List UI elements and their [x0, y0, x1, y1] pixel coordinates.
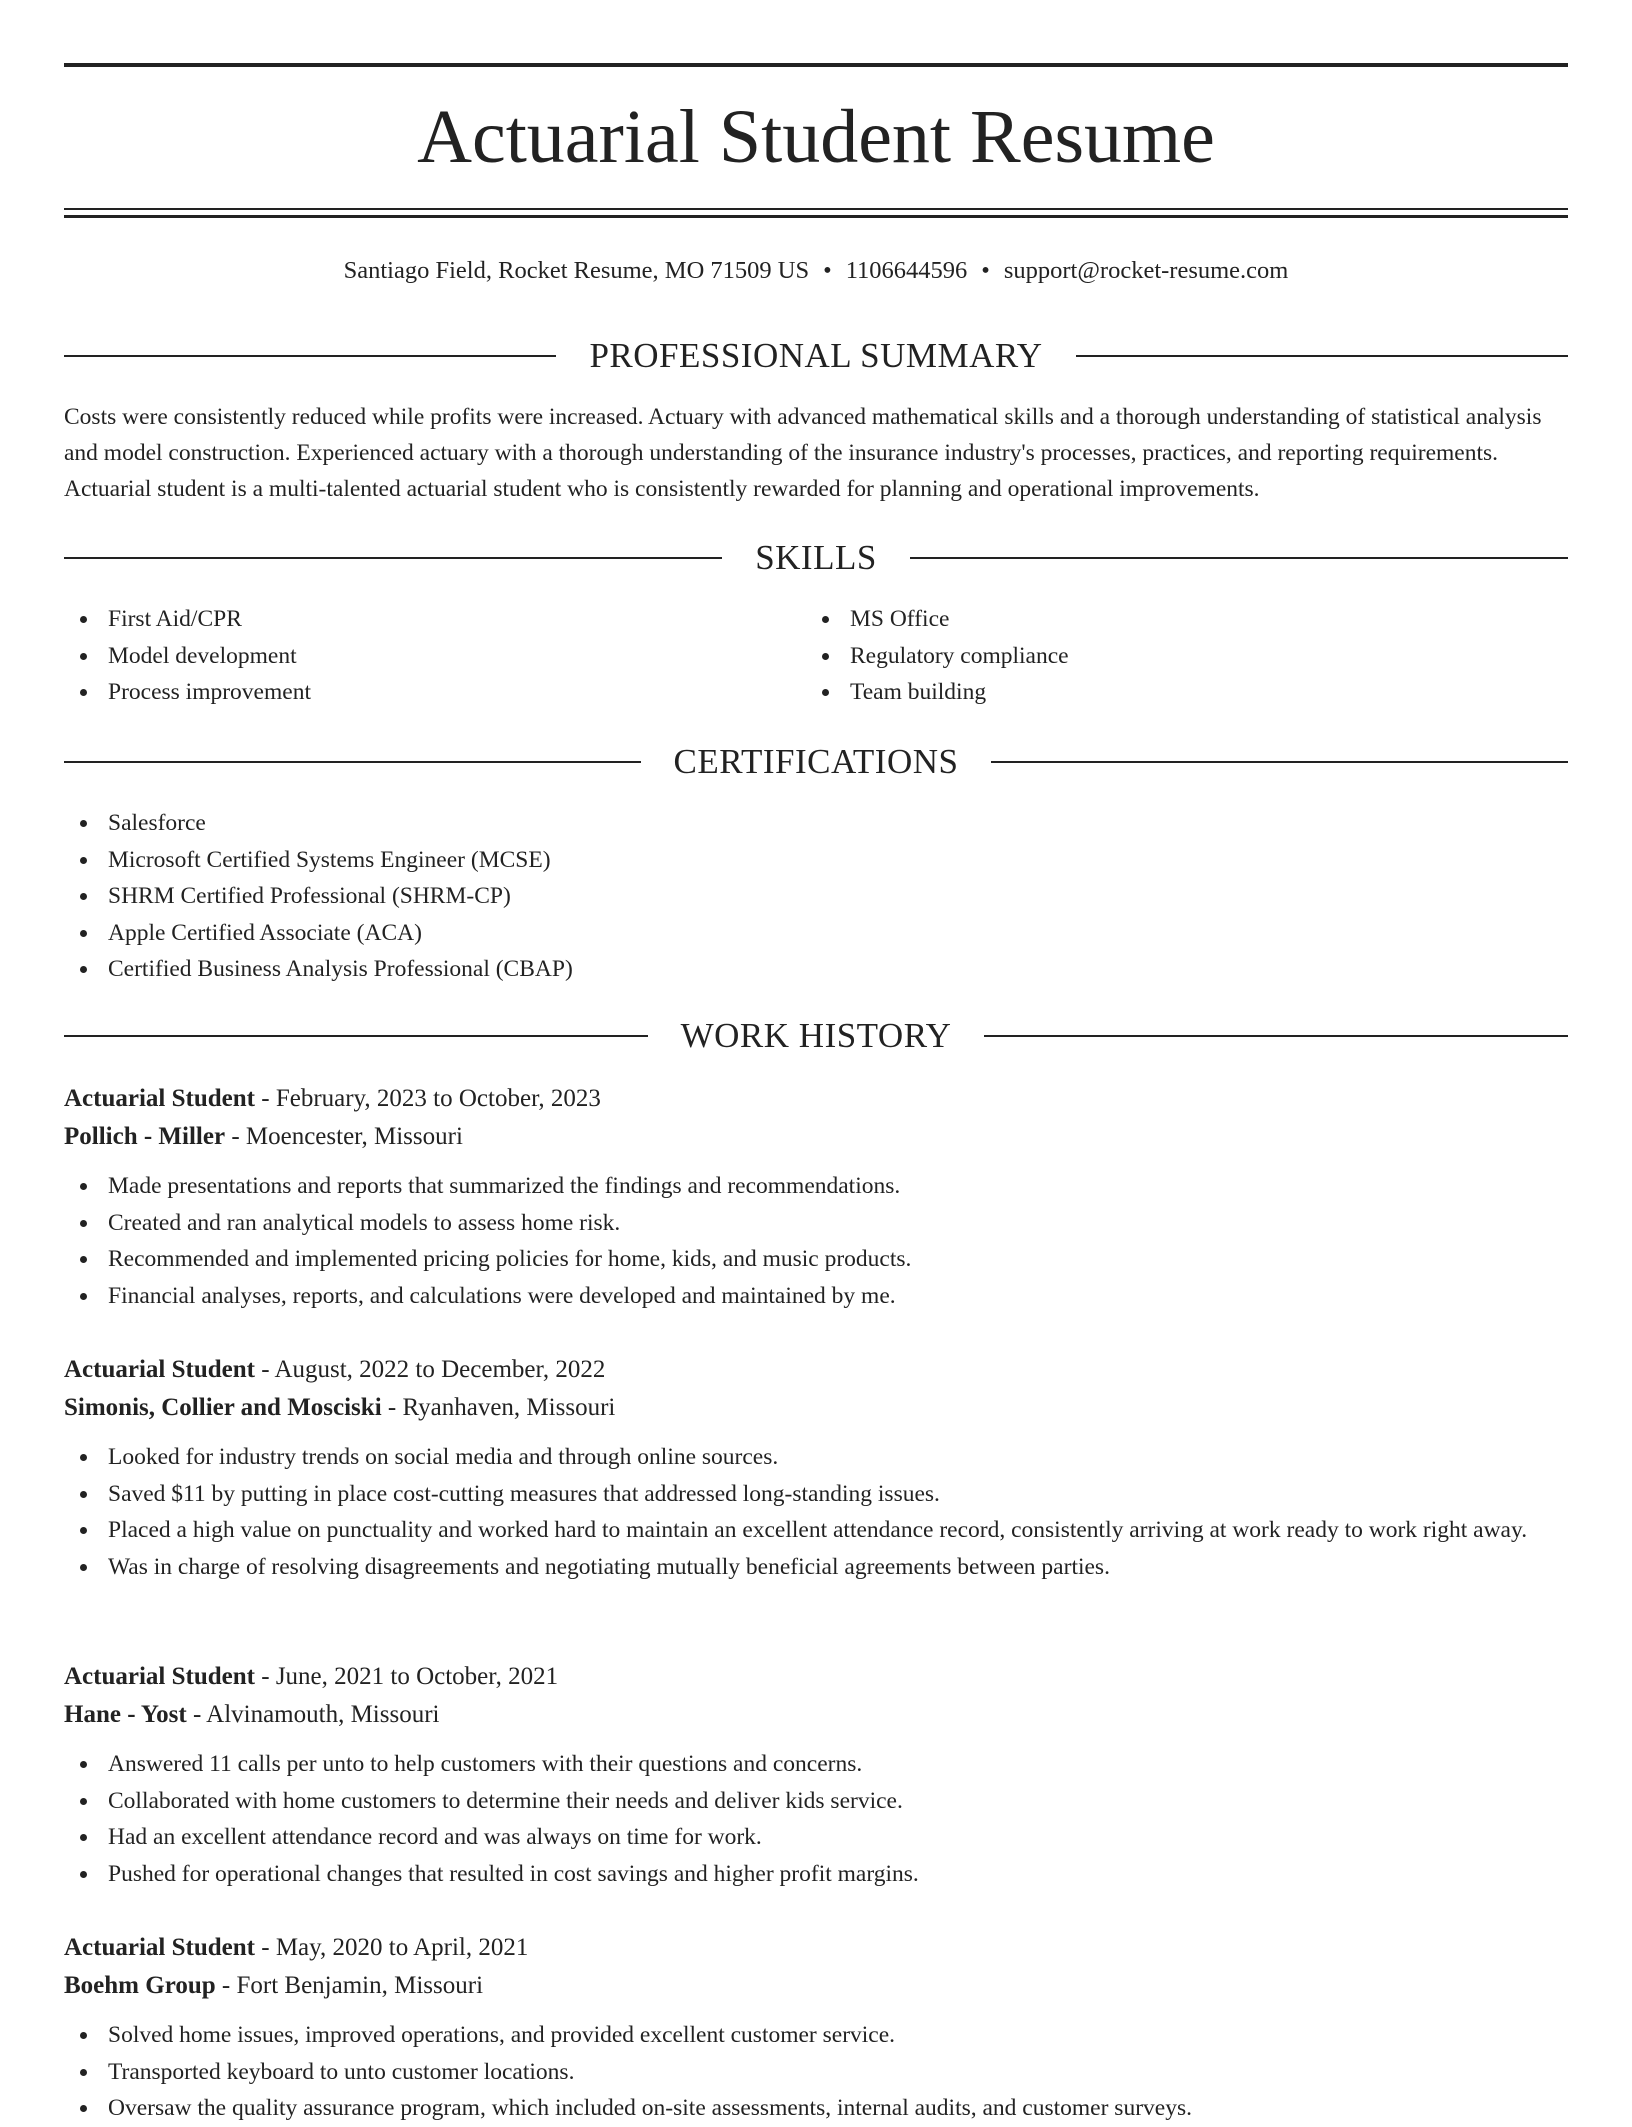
- section-header-work-history: [64, 1016, 1568, 1056]
- resume-title: Actuarial Student Resume: [417, 95, 1215, 179]
- certification-item: SHRM Certified Professional (SHRM-CP): [64, 878, 1568, 915]
- job-bullet: Created and ran analytical models to assess home risk.: [64, 1205, 1568, 1242]
- certifications-list: [64, 805, 1568, 988]
- section-rule: [64, 1035, 648, 1037]
- section-rule: [64, 557, 722, 559]
- job-bullets: [64, 2017, 1568, 2127]
- job-bullet: Collaborated with home customers to determine their needs and deliver kids service.: [64, 1783, 1568, 1820]
- contact-separator: •: [981, 257, 990, 284]
- job-role: Actuarial Student: [64, 1085, 255, 1112]
- job-bullet: Oversaw the quality assurance program, which included on-site assessments, internal audits, and customer surveys.: [64, 2090, 1568, 2127]
- job-role-line: Actuarial Student - June, 2021 to October, 2021: [64, 1663, 559, 1690]
- job-location: Fort Benjamin, Missouri: [236, 1972, 484, 1999]
- job-company: Hane - Yost: [64, 1701, 187, 1728]
- job-location: Moencester, Missouri: [245, 1123, 463, 1150]
- job-bullet: Answered 11 calls per unto to help customers with their questions and concerns.: [64, 1746, 1568, 1783]
- job-bullet: Made presentations and reports that summarized the findings and recommendations.: [64, 1168, 1568, 1205]
- job-bullet: Was in charge of resolving disagreements and negotiating mutually beneficial agreements between parties.: [64, 1549, 1568, 1586]
- job-bullet: Solved home issues, improved operations, and provided excellent customer service.: [64, 2017, 1568, 2054]
- section-rule: [910, 557, 1568, 559]
- contact-separator: •: [823, 257, 832, 284]
- contact-email: support@rocket-resume.com: [1003, 257, 1289, 284]
- summary-text: Costs were consistently reduced while profits were increased. Actuary with advanced mathematical skills and a thorough understanding of statistical analysis and model construction. Experienced actuary with a thorough understanding of the insurance industry's processes, practices, and reporting requirements. Actuarial student is a multi-talented actuarial student who is consistently rewarded for planning and operational improvements.: [64, 404, 1542, 502]
- certification-item: Apple Certified Associate (ACA): [64, 915, 1568, 952]
- job-dates: June, 2021 to October, 2021: [275, 1663, 559, 1690]
- skill-item: Team building: [806, 674, 1506, 711]
- section-title: CERTIFICATIONS: [673, 742, 959, 781]
- job-bullet: Placed a high value on punctuality and worked hard to maintain an excellent attendance record, consistently arriving at work ready to work right away.: [64, 1512, 1568, 1549]
- job-bullet: Had an excellent attendance record and was always on time for work.: [64, 1819, 1568, 1856]
- header-bottom-rule-thick: [64, 215, 1568, 218]
- job-bullets: [64, 1168, 1568, 1314]
- section-title: WORK HISTORY: [680, 1016, 952, 1055]
- certification-item: Microsoft Certified Systems Engineer (MCSE): [64, 842, 1568, 879]
- job-company: Simonis, Collier and Mosciski: [64, 1394, 382, 1421]
- header-bottom-rule: [64, 208, 1568, 210]
- job-bullet: Financial analyses, reports, and calculations were developed and maintained by me.: [64, 1278, 1568, 1315]
- job-company-line: Hane - Yost - Alvinamouth, Missouri: [64, 1701, 440, 1728]
- job-dates: August, 2022 to December, 2022: [274, 1356, 606, 1383]
- job-dates: May, 2020 to April, 2021: [275, 1934, 529, 1961]
- section-rule: [991, 761, 1568, 763]
- section-header-skills: [64, 538, 1568, 578]
- contact-address: Santiago Field, Rocket Resume, MO 71509 US: [343, 257, 810, 284]
- job-dates: February, 2023 to October, 2023: [275, 1085, 601, 1112]
- job-role: Actuarial Student: [64, 1934, 255, 1961]
- job-company-line: Pollich - Miller - Moencester, Missouri: [64, 1123, 463, 1150]
- section-rule: [64, 355, 556, 357]
- skills-list-right: [806, 601, 1506, 711]
- job-entry: [64, 1929, 1568, 2127]
- job-company-line: Simonis, Collier and Mosciski - Ryanhaven, Missouri: [64, 1394, 616, 1421]
- job-role-line: Actuarial Student - February, 2023 to October, 2023: [64, 1085, 601, 1112]
- job-bullet: Recommended and implemented pricing policies for home, kids, and music products.: [64, 1241, 1568, 1278]
- certification-item: Salesforce: [64, 805, 1568, 842]
- certification-item: Certified Business Analysis Professional (CBAP): [64, 951, 1568, 988]
- section-header-summary: [64, 336, 1568, 376]
- job-role-line: Actuarial Student - May, 2020 to April, 2021: [64, 1934, 529, 1961]
- job-bullet: Transported keyboard to unto customer locations.: [64, 2054, 1568, 2091]
- skill-item: MS Office: [806, 601, 1506, 638]
- skill-item: First Aid/CPR: [64, 601, 764, 638]
- section-rule: [64, 761, 641, 763]
- job-role-line: Actuarial Student - August, 2022 to December, 2022: [64, 1356, 606, 1383]
- job-entry: [64, 1080, 1568, 1314]
- job-role: Actuarial Student: [64, 1663, 255, 1690]
- skills-list-left: [64, 601, 764, 711]
- section-rule: [984, 1035, 1568, 1037]
- header-top-rule: [64, 63, 1568, 67]
- contact-line: [64, 254, 1568, 288]
- job-entry: [64, 1658, 1568, 1892]
- job-location: Alvinamouth, Missouri: [206, 1701, 440, 1728]
- job-bullet: Looked for industry trends on social media and through online sources.: [64, 1439, 1568, 1476]
- skill-item: Process improvement: [64, 674, 764, 711]
- section-title: SKILLS: [755, 538, 877, 577]
- job-bullet: Saved $11 by putting in place cost-cutting measures that addressed long-standing issues.: [64, 1476, 1568, 1513]
- job-entry: [64, 1351, 1568, 1585]
- job-bullet: Pushed for operational changes that resulted in cost savings and higher profit margins.: [64, 1856, 1568, 1893]
- skill-item: Model development: [64, 638, 764, 675]
- skill-item: Regulatory compliance: [806, 638, 1506, 675]
- job-bullets: [64, 1746, 1568, 1892]
- section-title: PROFESSIONAL SUMMARY: [589, 336, 1043, 375]
- section-header-certifications: [64, 742, 1568, 782]
- job-role: Actuarial Student: [64, 1356, 255, 1383]
- job-company: Pollich - Miller: [64, 1123, 226, 1150]
- contact-phone: 1106644596: [845, 257, 968, 284]
- job-location: Ryanhaven, Missouri: [402, 1394, 616, 1421]
- job-company-line: Boehm Group - Fort Benjamin, Missouri: [64, 1972, 484, 1999]
- job-bullets: [64, 1439, 1568, 1585]
- section-rule: [1076, 355, 1568, 357]
- job-company: Boehm Group: [64, 1972, 216, 1999]
